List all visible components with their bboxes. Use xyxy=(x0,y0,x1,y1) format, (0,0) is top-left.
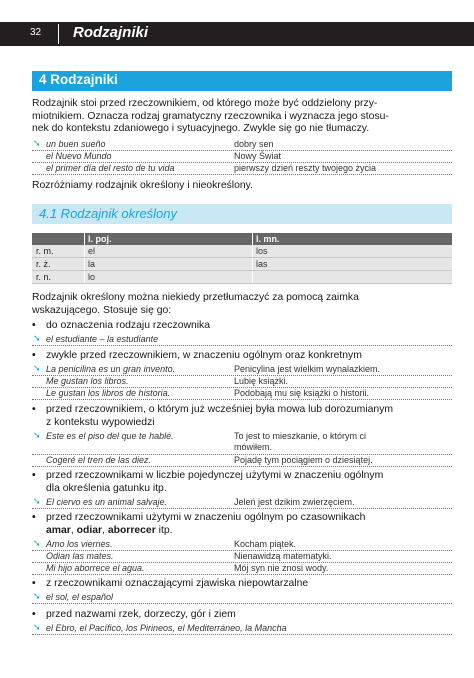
example-row xyxy=(32,591,452,604)
bullet-icon: • xyxy=(32,350,36,361)
intro-paragraph xyxy=(32,98,452,136)
example-es: Cogeré el tren de las diez. xyxy=(46,455,152,465)
bullet-text: zwykle przed rzeczownikiem, w znaczeniu ogólnym oraz konkretnym xyxy=(46,350,362,361)
arrow-icon: ➘ xyxy=(33,591,41,601)
header-divider xyxy=(58,24,59,44)
example-es: el Nuevo Mundo xyxy=(46,151,112,161)
section-heading xyxy=(32,204,452,224)
bullet-icon: • xyxy=(32,470,36,481)
verb-aborrecer: aborrecer xyxy=(107,524,156,536)
usage-line: wskazującego. Stosuje się go: xyxy=(32,304,172,316)
bullet-text xyxy=(46,404,446,429)
bullet-line: przed rzeczownikami użytymi w znaczeniu ogólnym po czasownikach xyxy=(46,512,366,523)
bullet-icon: • xyxy=(32,609,36,620)
table-row xyxy=(32,258,452,271)
table-header-cell: l. mn. xyxy=(256,234,280,244)
chapter-heading xyxy=(32,71,452,91)
example-row xyxy=(32,562,452,575)
table-cell: las xyxy=(256,259,268,269)
article-table xyxy=(32,233,452,284)
table-cell: r. ż. xyxy=(36,259,51,269)
verb-odiar: odiar xyxy=(76,524,103,536)
table-header-cell: l. poj. xyxy=(88,234,112,244)
bullet-line: z kontekstu wypowiedzi xyxy=(46,416,155,428)
arrow-icon: ➘ xyxy=(33,333,41,343)
example-pl: Lubię książki. xyxy=(234,376,289,386)
intro-line: miotnikiem. Oznacza rodzaj gramatyczny rzeczownika i wyznacza jego stosu- xyxy=(32,110,389,122)
page-header xyxy=(0,22,474,46)
example-es: el sol, el español xyxy=(46,592,114,602)
bullet-icon: • xyxy=(32,404,36,415)
bullet-line: dla określenia gatunku itp. xyxy=(46,482,167,494)
bullet-text: z rzeczownikami oznaczającymi zjawiska niepowtarzalne xyxy=(46,578,309,589)
arrow-icon: ➘ xyxy=(33,538,41,548)
arrow-icon: ➘ xyxy=(33,138,41,148)
example-row xyxy=(32,496,452,509)
example-row xyxy=(32,162,452,175)
example-pl: Podobają mu się książki o historii. xyxy=(234,388,370,398)
example-es: el Ebro, el Pacífico, los Pirineos, el Mediterráneo, la Mancha xyxy=(46,623,287,633)
example-row xyxy=(32,387,452,400)
example-pl: Kocham piątek. xyxy=(234,539,297,549)
table-header-row xyxy=(32,233,452,245)
example-es: El ciervo es un animal salvaje. xyxy=(46,497,168,507)
example-pl: Jeleń jest dzikim zwierzęciem. xyxy=(234,497,355,507)
intro-line: Rodzajnik stoi przed rzeczownikiem, od którego może być oddzielony przy- xyxy=(32,98,378,109)
arrow-icon: ➘ xyxy=(33,363,41,373)
example-pl: To jest to mieszkanie, o którym ci xyxy=(234,431,367,441)
example-pl: Nienawidzą matematyki. xyxy=(234,551,332,561)
example-pl: pierwszy dzień reszty twojego życia xyxy=(234,163,377,173)
bullet-text: przed nazwami rzek, dorzeczy, gór i ziem xyxy=(46,609,236,620)
header-title: Rodzajniki xyxy=(73,24,149,41)
example-row xyxy=(32,430,452,455)
example-row xyxy=(32,622,452,635)
distinguish-text: Rozróżniamy rodzajnik określony i nieokreślony. xyxy=(32,180,253,191)
example-pl: Penicylina jest wielkim wynalazkiem. xyxy=(234,364,381,374)
suffix-text: itp. xyxy=(155,524,173,536)
usage-paragraph xyxy=(32,292,452,317)
example-es: el estudiante – la estudiante xyxy=(46,334,159,344)
bullet-text: do oznaczenia rodzaju rzeczownika xyxy=(46,320,211,331)
bullet-line: przed rzeczownikami w liczbie pojedynczej użytymi w znaczeniu ogólnym xyxy=(46,470,384,481)
table-row xyxy=(32,271,452,284)
example-pl: Pojadę tym pociągiem o dziesiątej. xyxy=(234,455,373,465)
bullet-icon: • xyxy=(32,512,36,523)
section-title: 4.1 Rodzajnik określony xyxy=(39,206,178,221)
usage-line: Rodzajnik określony można niekiedy przetłumaczyć za pomocą zaimka xyxy=(32,292,359,303)
table-cell: los xyxy=(256,246,268,256)
bullet-icon: • xyxy=(32,578,36,589)
example-es: Mi hijo aborrece el agua. xyxy=(46,563,145,573)
example-pl: dobry sen xyxy=(234,139,274,149)
example-es: Amo los viernes. xyxy=(46,539,113,549)
separator: , xyxy=(70,524,77,536)
example-es: el primer día del resto de tu vida xyxy=(46,163,175,173)
example-es: Me gustan los libros. xyxy=(46,376,129,386)
table-cell: lo xyxy=(88,272,96,282)
example-es: un buen sueño xyxy=(46,139,106,149)
example-pl: Nowy Świat xyxy=(234,151,282,161)
table-row xyxy=(32,245,452,258)
bullet-text xyxy=(46,470,446,495)
example-es: Odian las mates. xyxy=(46,551,114,561)
example-es: Le gustan los libros de historia. xyxy=(46,388,171,398)
arrow-icon: ➘ xyxy=(33,496,41,506)
table-cell: r. n. xyxy=(36,272,52,282)
example-row xyxy=(32,333,452,346)
verb-amar: amar xyxy=(46,524,71,536)
page-number: 32 xyxy=(30,27,42,38)
intro-line: nek do kontekstu zdaniowego i sytuacyjnego. Zwykle się go nie tłumaczy. xyxy=(32,123,370,135)
bullet-icon: • xyxy=(32,320,36,331)
example-es: Este es el piso del que te hablé. xyxy=(46,431,174,441)
bullet-text xyxy=(46,512,446,537)
separator: , xyxy=(102,524,108,536)
table-cell: r. m. xyxy=(36,246,54,256)
arrow-icon: ➘ xyxy=(33,622,41,632)
example-pl: mówiłem. xyxy=(234,442,273,452)
arrow-icon: ➘ xyxy=(33,430,41,440)
example-row xyxy=(32,454,452,467)
example-pl: Mój syn nie znosi wody. xyxy=(234,563,329,573)
example-es: La penicilina es un gran invento. xyxy=(46,364,176,374)
bullet-line: przed rzeczownikiem, o którym już wcześniej była mowa lub dorozumianym xyxy=(46,404,394,415)
table-cell: la xyxy=(88,259,96,269)
table-cell: el xyxy=(88,246,96,256)
chapter-title: 4 Rodzajniki xyxy=(39,72,118,87)
